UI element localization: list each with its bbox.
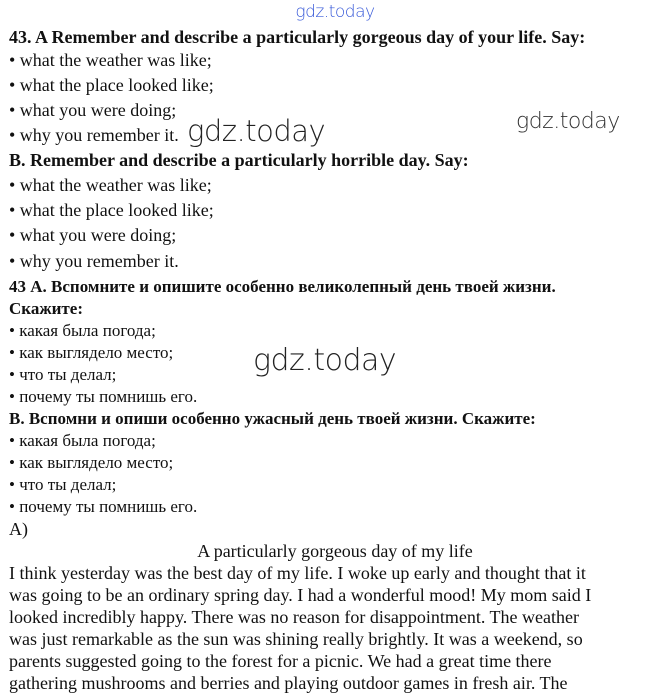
task-ru-bullet-a3: • что ты делал; [9,365,117,384]
answer-line-3: looked incredibly happy. There was no reason for disappointment. The weather [9,607,579,627]
watermark-mid-1: gdz.today [187,114,326,148]
task-ru-bullet-b4: • почему ты помнишь его. [9,497,198,516]
task-en-bullet-a4: • why you remember it. [9,125,179,145]
task-ru-bullet-a4: • почему ты помнишь его. [9,387,198,406]
answer-line-2: was going to be an ordinary spring day. I had a wonderful mood! My mom said I [9,585,592,605]
task-ru-bullet-b3: • что ты делал; [9,475,117,494]
task-en-heading-b: B. Remember and describe a particularly horrible day. Say: [9,150,469,170]
task-en-heading-a: 43. A Remember and describe a particularly gorgeous day of your life. Say: [9,27,586,47]
answer-label: A) [9,519,28,539]
task-en-bullet-b1: • what the weather was like; [9,175,212,195]
task-ru-heading-a-line1: 43 А. Вспомните и опишите особенно великолепный день твоей жизни. [9,277,556,296]
task-en-bullet-b3: • what you were doing; [9,225,177,245]
task-en-bullet-b4: • why you remember it. [9,251,179,271]
task-en-bullet-a2: • what the place looked like; [9,75,214,95]
task-ru-heading-a-line2: Скажите: [9,299,83,318]
task-en-bullet-b2: • what the place looked like; [9,200,214,220]
watermark-right: gdz.today [516,109,620,134]
answer-line-5: parents suggested going to the forest for a picnic. We had a great time there [9,651,552,671]
answer-title: A particularly gorgeous day of my life [197,541,473,561]
task-ru-heading-b: В. Вспомни и опиши особенно ужасный день твоей жизни. Скажите: [9,409,536,428]
task-en-bullet-a1: • what the weather was like; [9,50,212,70]
task-ru-bullet-b2: • как выглядело место; [9,453,174,472]
task-ru-bullet-b1: • какая была погода; [9,431,156,450]
answer-line-4: was just remarkable as the sun was shining really brightly. It was a weekend, so [9,629,583,649]
answer-line-1: I think yesterday was the best day of my life. I woke up early and thought that it [9,563,586,583]
watermark-top: gdz.today [295,2,375,22]
watermark-mid-2: gdz.today [253,343,397,378]
answer-line-6: gathering mushrooms and berries and playing outdoor games in fresh air. The [9,673,568,693]
task-en-bullet-a3: • what you were doing; [9,100,177,120]
task-ru-bullet-a1: • какая была погода; [9,321,156,340]
task-ru-bullet-a2: • как выглядело место; [9,343,174,362]
